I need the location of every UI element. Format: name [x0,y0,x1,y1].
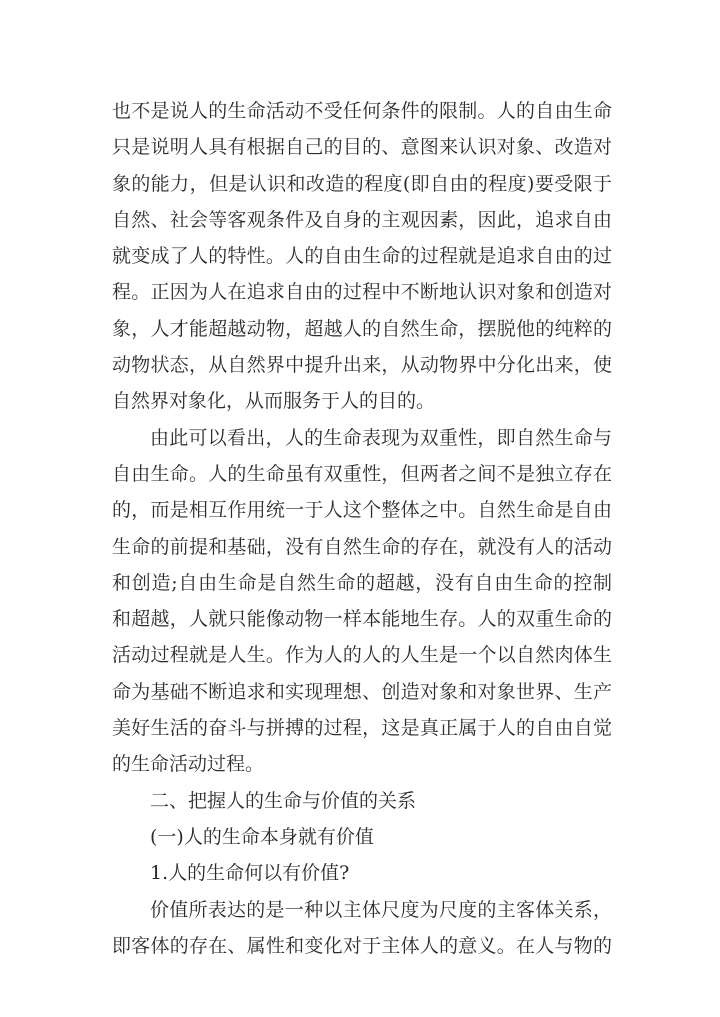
text-line: 就变成了人的特性。人的自由生命的过程就是追求自由的过 [112,245,612,268]
text-line: 只是说明人具有根据自己的目的、意图来认识对象、改造对 [112,136,612,159]
text-line: 命为基础不断追求和实现理想、创造对象和对象世界、生产 [112,680,612,703]
text-line: 自然界对象化，从而服务于人的目的。 [112,390,436,413]
subsection-heading: (一)人的生命本身就有价值 [150,825,374,848]
text-line: 动物状态，从自然界中提升出来，从动物界中分化出来，使 [112,354,612,377]
text-line: 象，人才能超越动物，超越人的自然生命，摆脱他的纯粹的 [112,317,612,340]
paragraph-first-line: 价值所表达的是一种以主体尺度为尺度的主客体关系， [150,898,612,921]
text-line: 也不是说人的生命活动不受任何条件的限制。人的自由生命 [112,100,612,122]
text-line: 的，而是相互作用统一于人这个整体之中。自然生命是自由 [112,499,612,522]
text-line: 程。正因为人在追求自由的过程中不断地认识对象和创造对 [112,281,612,304]
section-heading: 二、把握人的生命与价值的关系 [150,789,417,812]
text-line: 自由生命。人的生命虽有双重性，但两者之间不是独立存在 [112,462,612,485]
text-line: 美好生活的奋斗与拼搏的过程，这是真正属于人的自由自觉 [112,717,612,740]
text-line: 象的能力，但是认识和改造的程度(即自由的程度)要受限于 [112,172,612,195]
text-line: 和超越，人就只能像动物一样本能地生存。人的双重生命的 [112,608,612,631]
text-line: 和创造;自由生命是自然生命的超越，没有自由生命的控制 [112,571,612,594]
text-line: 即客体的存在、属性和变化对于主体人的意义。在人与物的 [112,934,612,957]
numbered-heading: 1.人的生命何以有价值? [150,862,350,885]
text-line: 的生命活动过程。 [112,753,265,776]
text-line: 自然、社会等客观条件及自身的主观因素，因此，追求自由 [112,208,612,231]
body-text [112,93,612,964]
text-line: 活动过程就是人生。作为人的人的人生是一个以自然肉体生 [112,644,612,667]
paragraph-first-line: 由此可以看出，人的生命表现为双重性，即自然生命与 [150,426,612,449]
text-line: 生命的前提和基础，没有自然生命的存在，就没有人的活动 [112,535,612,558]
